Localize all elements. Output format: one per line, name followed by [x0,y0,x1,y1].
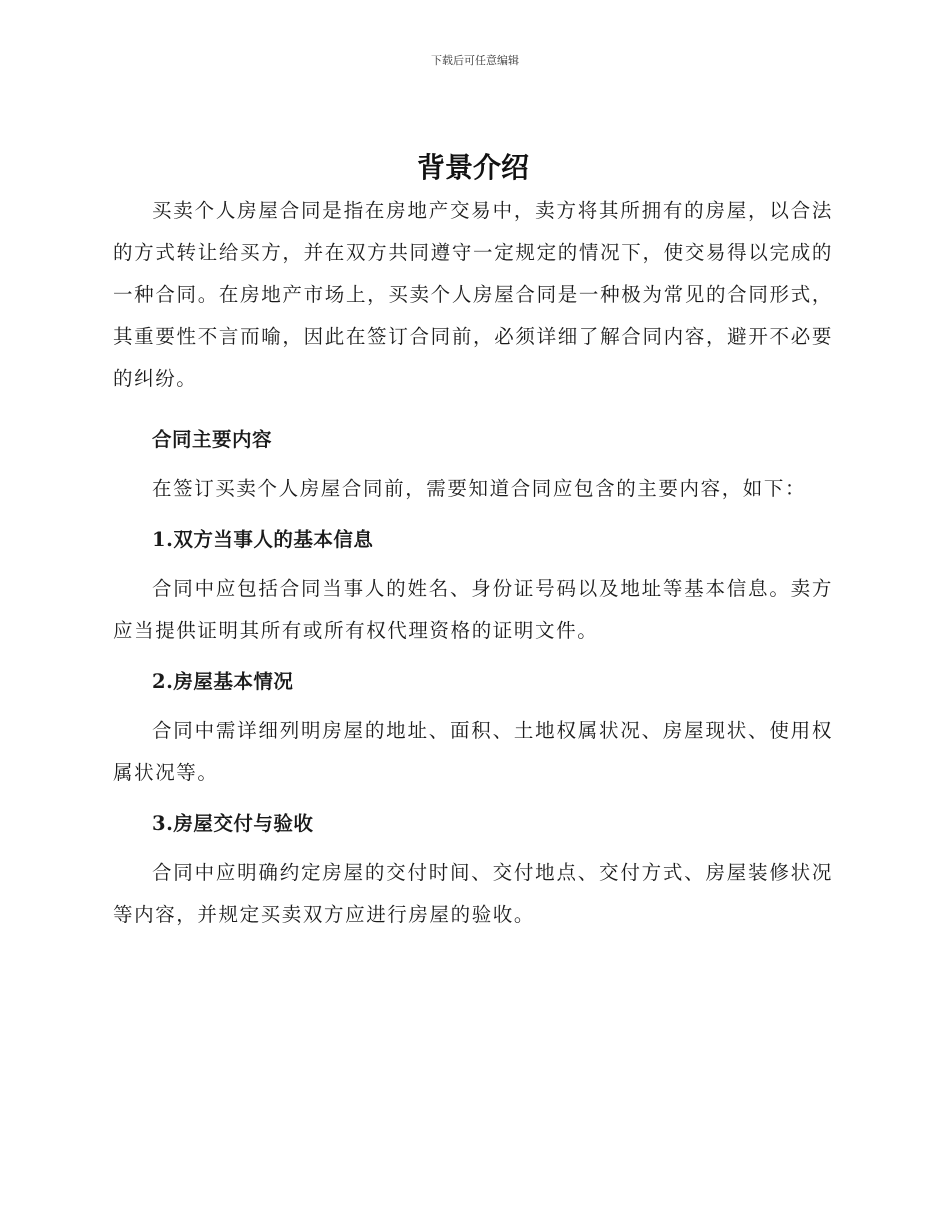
spacer [113,400,833,410]
intro-paragraph: 买卖个人房屋合同是指在房地产交易中，卖方将其所拥有的房屋，以合法的方式转让给买方，并在双方共同遵守一定规定的情况下，使交易得以完成的一种合同。在房地产市场上，买卖个人房屋合同是一种极为常见的合同形式，其重要性不言而喻，因此在签订合同前，必须详细了解合同内容，避开不必要的纠纷。 [113,199,833,390]
page-title: 背景介绍 [416,151,529,184]
document-body [113,148,833,936]
header-note: 下载后可任意编辑 [431,54,519,67]
section-paragraph-main: 在签订买卖个人房屋合同前，需要知道合同应包含的主要内容，如下： [152,477,807,500]
section-paragraph-1: 合同中应包括合同当事人的姓名、身份证号码以及地址等基本信息。卖方应当提供证明其所有或所有权代理资格的证明文件。 [113,577,833,642]
section-paragraph-2: 合同中需详细列明房屋的地址、面积、土地权属状况、房屋现状、使用权属状况等。 [113,719,833,784]
section-heading-1: 1.双方当事人的基本信息 [152,528,374,551]
section-heading-2: 2.房屋基本情况 [152,670,294,693]
section-heading-main: 合同主要内容 [152,428,273,451]
section-paragraph-3: 合同中应明确约定房屋的交付时间、交付地点、交付方式、房屋装修状况等内容，并规定买卖双方应进行房屋的验收。 [113,861,833,926]
section-heading-3: 3.房屋交付与验收 [152,812,314,835]
